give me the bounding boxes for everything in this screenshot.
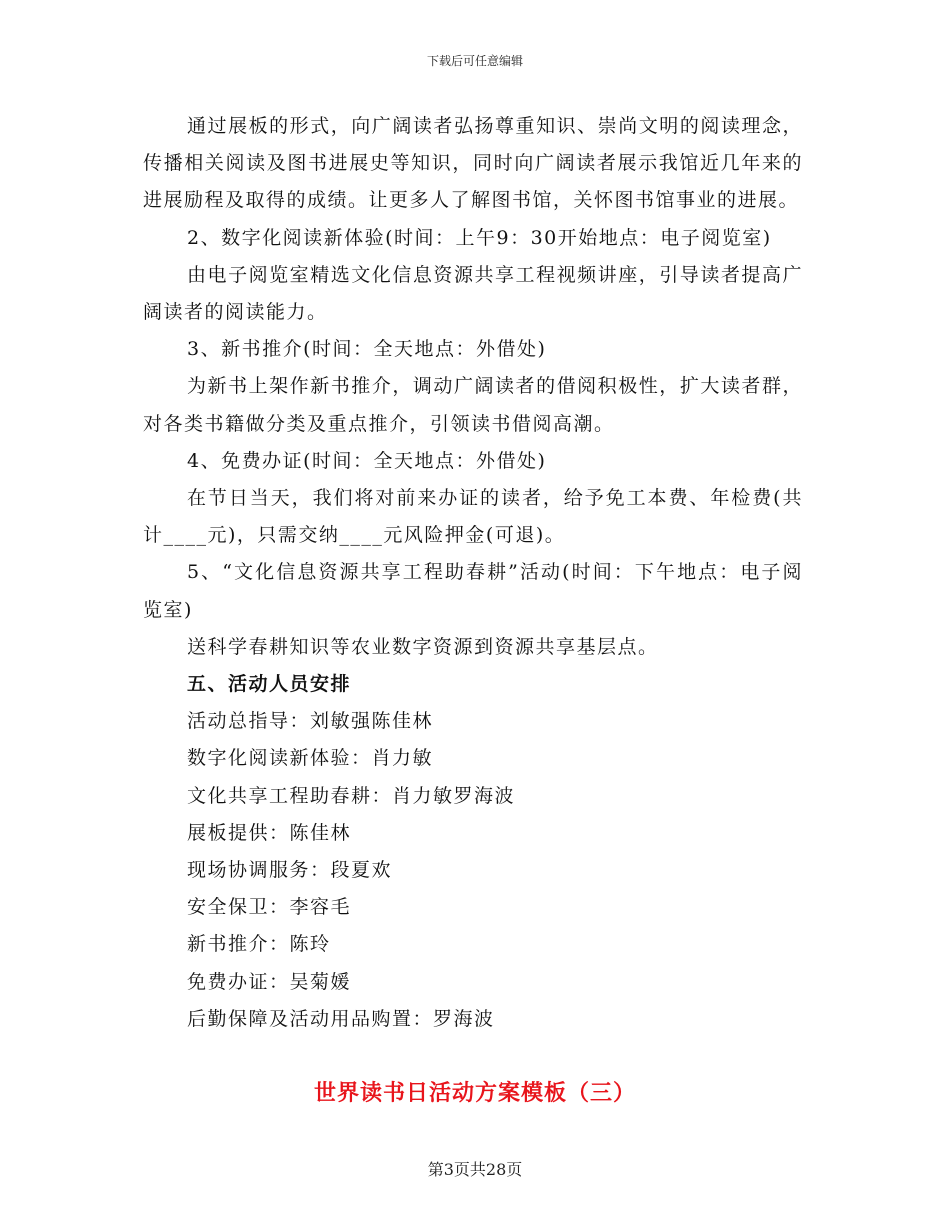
section-heading-staff: 五、活动人员安排 [187,673,352,696]
page-header: 下载后可任意编辑 [426,54,523,68]
staff-line: 展板提供：陈佳林 [187,821,352,844]
section-title: 世界读书日活动方案模板（三） [313,1080,636,1106]
item-digital-reading: 2、数字化阅读新体验(时间：上午9：30开始地点：电子阅览室) [187,226,772,249]
paragraph-free-card: 在节日当天，我们将对前来办证的读者，给予免工本费、年检费(共计____元)，只需交纳____元风险押金(可退)。 [143,487,803,547]
item-free-card: 4、免费办证(时间：全天地点：外借处) [187,449,547,472]
staff-line: 数字化阅读新体验：肖力敏 [187,747,434,770]
paragraph-digital-reading: 由电子阅览室精选文化信息资源共享工程视频讲座，引导读者提高广阔读者的阅读能力。 [143,263,803,324]
staff-line: 后勤保障及活动用品购置：罗海波 [187,1007,495,1030]
paragraph-new-books: 为新书上架作新书推介，调动广阔读者的借阅积极性，扩大读者群，对各类书籍做分类及重点推介，引领读书借阅高潮。 [143,375,803,435]
item-spring-farming: 5、“文化信息资源共享工程助春耕”活动(时间：下午地点：电子阅览室) [143,561,803,621]
staff-line: 安全保卫：李容毛 [187,896,352,919]
staff-line: 文化共享工程助春耕：肖力敏罗海波 [187,784,516,807]
staff-line: 现场协调服务：段夏欢 [187,859,393,882]
paragraph-exhibition: 通过展板的形式，向广阔读者弘扬尊重知识、崇尚文明的阅读理念，传播相关阅读及图书进展史等知识，同时向广阔读者展示我馆近几年来的进展励程及取得的成绩。让更多人了解图书馆，关怀图书馆事业的进展。 [143,115,803,212]
item-new-books: 3、新书推介(时间：全天地点：外借处) [187,338,547,361]
page-footer: 第3页共28页 [427,1160,523,1179]
staff-line: 活动总指导：刘敏强陈佳林 [187,710,434,733]
document-body [143,108,803,1038]
staff-line: 新书推介：陈玲 [187,933,331,956]
staff-line: 免费办证：吴菊媛 [187,970,352,993]
paragraph-spring-farming: 送科学春耕知识等农业数字资源到资源共享基层点。 [187,635,659,658]
